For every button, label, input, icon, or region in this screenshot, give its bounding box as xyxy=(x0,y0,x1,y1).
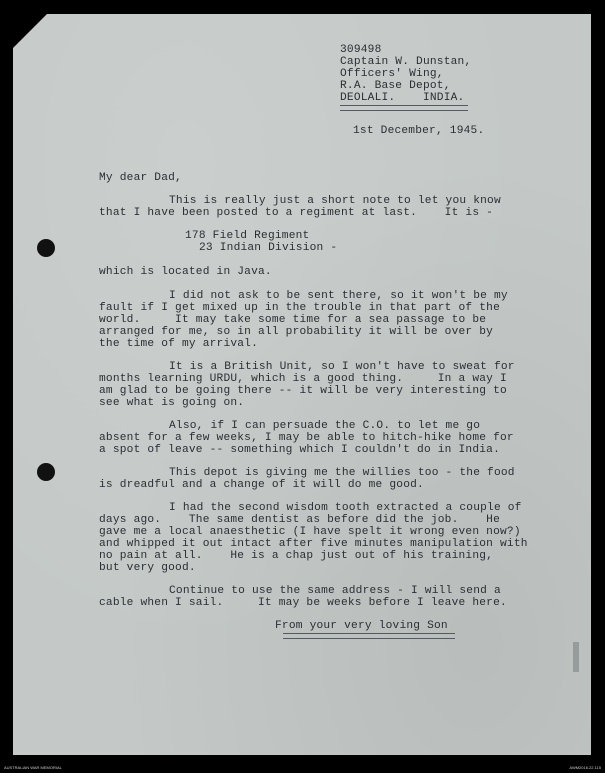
para6-line3: gave me a local anaesthetic (I have spelt it wrong even now?) xyxy=(99,526,521,538)
para4-line1: Also, if I can persuade the C.O. to let me go xyxy=(169,420,481,432)
service-number: 309498 xyxy=(340,44,382,56)
para4-line2: absent for a few weeks, I may be able to hitch-hike home for xyxy=(99,432,514,444)
para3-line4: see what is going on. xyxy=(99,397,245,409)
header-underline xyxy=(340,105,468,111)
para6-line1: I had the second wisdom tooth extracted a couple of xyxy=(169,502,522,514)
para3-line3: am glad to be going there -- it will be very interesting to xyxy=(99,385,507,397)
closing-underline xyxy=(283,633,455,639)
paper-stain xyxy=(573,642,579,672)
punch-hole-bottom xyxy=(37,463,55,481)
para1-line1: This is really just a short note to let you know xyxy=(169,195,501,207)
para4-line3: a spot of leave -- something which I couldn't do in India. xyxy=(99,444,500,456)
salutation: My dear Dad, xyxy=(99,172,182,184)
para6-line6: but very good. xyxy=(99,562,196,574)
letter-date: 1st December, 1945. xyxy=(353,125,485,137)
sender-wing: Officers' Wing, xyxy=(340,68,444,80)
torn-corner xyxy=(13,14,47,48)
unit-location: which is located in Java. xyxy=(99,266,272,278)
para6-line4: and whipped it out intact after five minutes manipulation with xyxy=(99,538,528,550)
punch-hole-top xyxy=(37,239,55,257)
para2-line1: I did not ask to be sent there, so it won't be my xyxy=(169,290,508,302)
sender-depot: R.A. Base Depot, xyxy=(340,80,451,92)
sender-name: Captain W. Dunstan, xyxy=(340,56,472,68)
para7-line2: cable when I sail. It may be weeks before I leave here. xyxy=(99,597,507,609)
unit-regiment: 178 Field Regiment xyxy=(185,230,310,242)
archive-reference: AWM2016.22.115 xyxy=(569,765,601,770)
para6-line2: days ago. The same dentist as before did the job. He xyxy=(99,514,500,526)
para2-line2: fault if I get mixed up in the trouble in that part of the xyxy=(99,302,500,314)
sender-location: DEOLALI. INDIA. xyxy=(340,92,465,104)
closing-line: From your very loving Son xyxy=(275,620,448,632)
para6-line5: no pain at all. He is a chap just out of his training, xyxy=(99,550,494,562)
para5-line1: This depot is giving me the willies too - the food xyxy=(169,467,515,479)
para2-line4: arranged for me, so in all probability it will be over by xyxy=(99,326,494,338)
para5-line2: is dreadful and a change of it will do me good. xyxy=(99,479,424,491)
para2-line5: the time of my arrival. xyxy=(99,338,259,350)
letter-page xyxy=(13,14,591,755)
para2-line3: world. It may take some time for a sea passage to be xyxy=(99,314,487,326)
para3-line2: months learning URDU, which is a good thing. In a way I xyxy=(99,373,507,385)
unit-division: 23 Indian Division - xyxy=(199,242,338,254)
para1-line2: that I have been posted to a regiment at last. It is - xyxy=(99,207,494,219)
para3-line1: It is a British Unit, so I won't have to sweat for xyxy=(169,361,515,373)
para7-line1: Continue to use the same address - I will send a xyxy=(169,585,501,597)
archive-credit: AUSTRALIAN WAR MEMORIAL xyxy=(4,765,62,770)
